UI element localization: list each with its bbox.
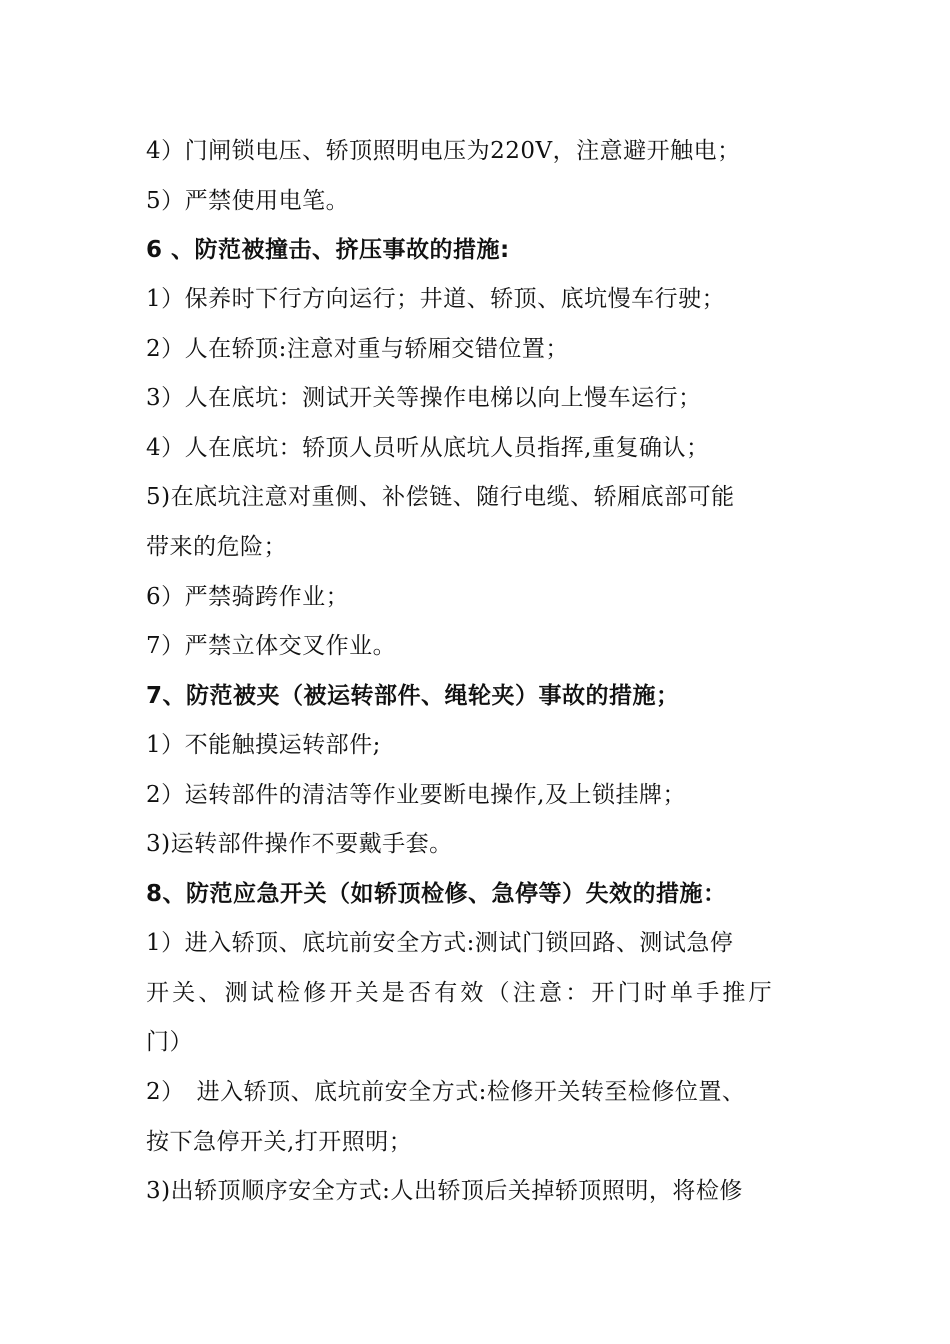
text-line-13: 1）不能触摸运转部件; (146, 732, 381, 758)
section-heading-7: 7、防范被夹（被运转部件、绳轮夹）事故的措施； (146, 683, 680, 709)
text-line-15: 3)运转部件操作不要戴手套。 (146, 831, 453, 857)
text-line-11: 7）严禁立体交叉作业。 (146, 633, 397, 659)
text-line-18: 开关、测试检修开关是否有效（注意：开门时单手推厅 (146, 980, 775, 1006)
text-line-5: 2）人在轿顶:注意对重与轿厢交错位置； (146, 336, 569, 362)
text-line-10: 6）严禁骑跨作业； (146, 584, 350, 610)
text-line-8: 5)在底坑注意对重侧、补偿链、随行电缆、轿厢底部可能 (146, 484, 735, 510)
section-heading-6: 6 、防范被撞击、挤压事故的措施: (146, 237, 510, 263)
text-line-4: 1）保养时下行方向运行；井道、轿顶、底坑慢车行驶； (146, 286, 726, 312)
text-line-19: 门） (146, 1029, 193, 1055)
text-line-7: 4）人在底坑：轿顶人员听从底坑人员指挥,重复确认； (146, 435, 710, 461)
text-line-17: 1）进入轿顶、底坑前安全方式:测试门锁回路、测试急停 (146, 930, 734, 956)
text-line-6: 3）人在底坑：测试开关等操作电梯以向上慢车运行； (146, 385, 702, 411)
text-line-21: 按下急停开关,打开照明； (146, 1129, 413, 1155)
text-line-20: 2） 进入轿顶、底坑前安全方式:检修开关转至检修位置、 (146, 1079, 746, 1105)
text-line-22: 3)出轿顶顺序安全方式:人出轿顶后关掉轿顶照明，将检修 (146, 1178, 743, 1204)
text-line-14: 2）运转部件的清洁等作业要断电操作,及上锁挂牌； (146, 782, 686, 808)
text-line-2: 5）严禁使用电笔。 (146, 188, 350, 214)
text-line-1: 4）门闸锁电压、轿顶照明电压为220V，注意避开触电； (146, 138, 741, 164)
section-heading-8: 8、防范应急开关（如轿顶检修、急停等）失效的措施： (146, 881, 727, 907)
text-line-9: 带来的危险； (146, 534, 287, 560)
